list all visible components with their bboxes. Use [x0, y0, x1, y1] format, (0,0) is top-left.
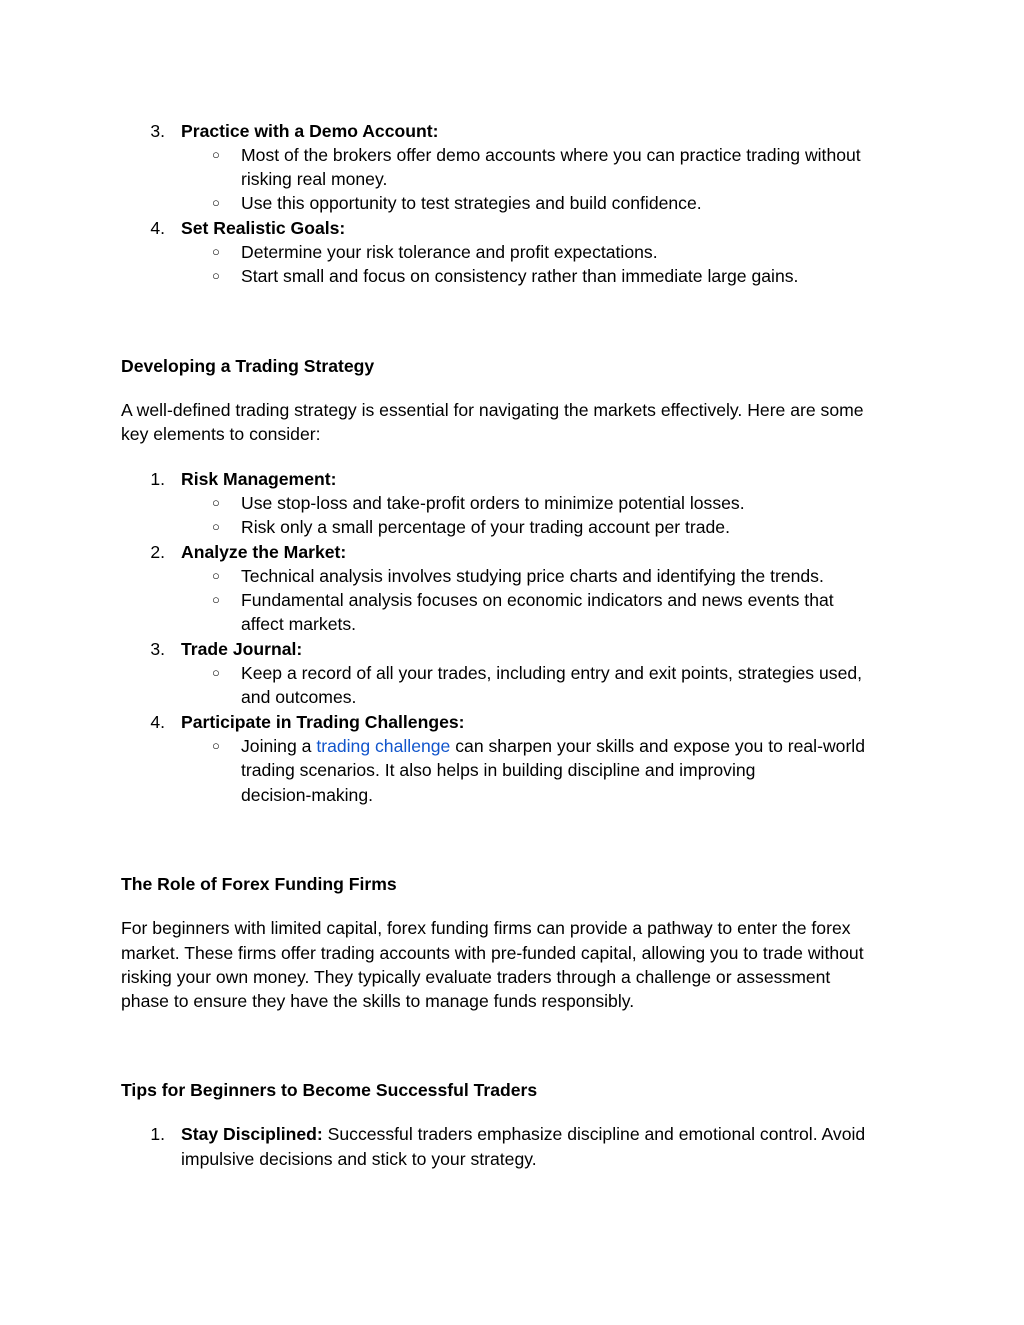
list-number: 2.	[150, 542, 165, 562]
bullet-icon: ○	[212, 665, 220, 680]
bullet-icon: ○	[212, 568, 220, 583]
paragraph-line: risking your own money. They typically evaluate traders through a challenge or assessment	[121, 967, 831, 987]
bullet-icon: ○	[212, 195, 220, 210]
bullet-text: Risk only a small percentage of your trading account per trade.	[241, 517, 730, 537]
list-item-text	[181, 1122, 865, 1146]
bullet-icon: ○	[212, 738, 220, 753]
bullet-icon: ○	[212, 147, 220, 162]
paragraph-line: A well-defined trading strategy is essential for navigating the markets effectively. Here are some	[121, 400, 864, 420]
list-number: 3.	[150, 121, 165, 141]
paragraph-line: key elements to consider:	[121, 424, 321, 444]
bullet-icon: ○	[212, 592, 220, 607]
paragraph-line: For beginners with limited capital, forex funding firms can provide a pathway to enter the forex	[121, 918, 851, 938]
bullet-text: Most of the brokers offer demo accounts where you can practice trading without	[241, 145, 861, 165]
list-number: 4.	[150, 218, 165, 238]
section-heading: The Role of Forex Funding Firms	[121, 874, 397, 894]
bullet-text: Determine your risk tolerance and profit expectations.	[241, 242, 658, 262]
bullet-text: and outcomes.	[241, 687, 357, 707]
section-heading: Developing a Trading Strategy	[121, 356, 375, 376]
list-number: 1.	[150, 469, 165, 489]
bullet-icon: ○	[212, 519, 220, 534]
list-item-title: Analyze the Market:	[181, 542, 347, 562]
bullet-text: Technical analysis involves studying price charts and identifying the trends.	[241, 566, 824, 586]
list-item-body: impulsive decisions and stick to your strategy.	[181, 1149, 537, 1169]
bullet-icon: ○	[212, 244, 220, 259]
bullet-text: Use this opportunity to test strategies and build confidence.	[241, 193, 702, 213]
bullet-text: Use stop-loss and take-profit orders to minimize potential losses.	[241, 493, 745, 513]
list-item-title: Set Realistic Goals:	[181, 218, 346, 238]
list-item-title: Participate in Trading Challenges:	[181, 712, 465, 732]
bullet-text: trading scenarios. It also helps in building discipline and improving	[241, 760, 756, 780]
bullet-text: risking real money.	[241, 169, 388, 189]
list-number: 3.	[150, 639, 165, 659]
bullet-text: decision-making.	[241, 785, 374, 805]
list-item-title: Practice with a Demo Account:	[181, 121, 439, 141]
list-number: 1.	[150, 1124, 165, 1144]
bullet-icon: ○	[212, 495, 220, 510]
trading-challenge-link[interactable]: trading challenge	[316, 736, 451, 756]
list-item-title: Risk Management:	[181, 469, 337, 489]
bullet-text-post: can sharpen your skills and expose you to real-world	[450, 736, 865, 756]
bullet-text: affect markets.	[241, 614, 357, 634]
paragraph-line: phase to ensure they have the skills to manage funds responsibly.	[121, 991, 635, 1011]
bullet-icon: ○	[212, 268, 220, 283]
bullet-text-with-link	[241, 734, 865, 758]
bullet-text: Fundamental analysis focuses on economic indicators and news events that	[241, 590, 834, 610]
list-item-body: Successful traders emphasize discipline and emotional control. Avoid	[322, 1124, 866, 1144]
bullet-text-pre: Joining a	[241, 736, 317, 756]
list-item-title: Trade Journal:	[181, 639, 303, 659]
list-item-title: Stay Disciplined:	[181, 1124, 323, 1144]
section-heading: Tips for Beginners to Become Successful Traders	[121, 1080, 538, 1100]
list-number: 4.	[150, 712, 165, 732]
paragraph-line: market. These firms offer trading accounts with pre-funded capital, allowing you to trade without	[121, 943, 864, 963]
bullet-text: Start small and focus on consistency rather than immediate large gains.	[241, 266, 799, 286]
bullet-text: Keep a record of all your trades, including entry and exit points, strategies used,	[241, 663, 863, 683]
